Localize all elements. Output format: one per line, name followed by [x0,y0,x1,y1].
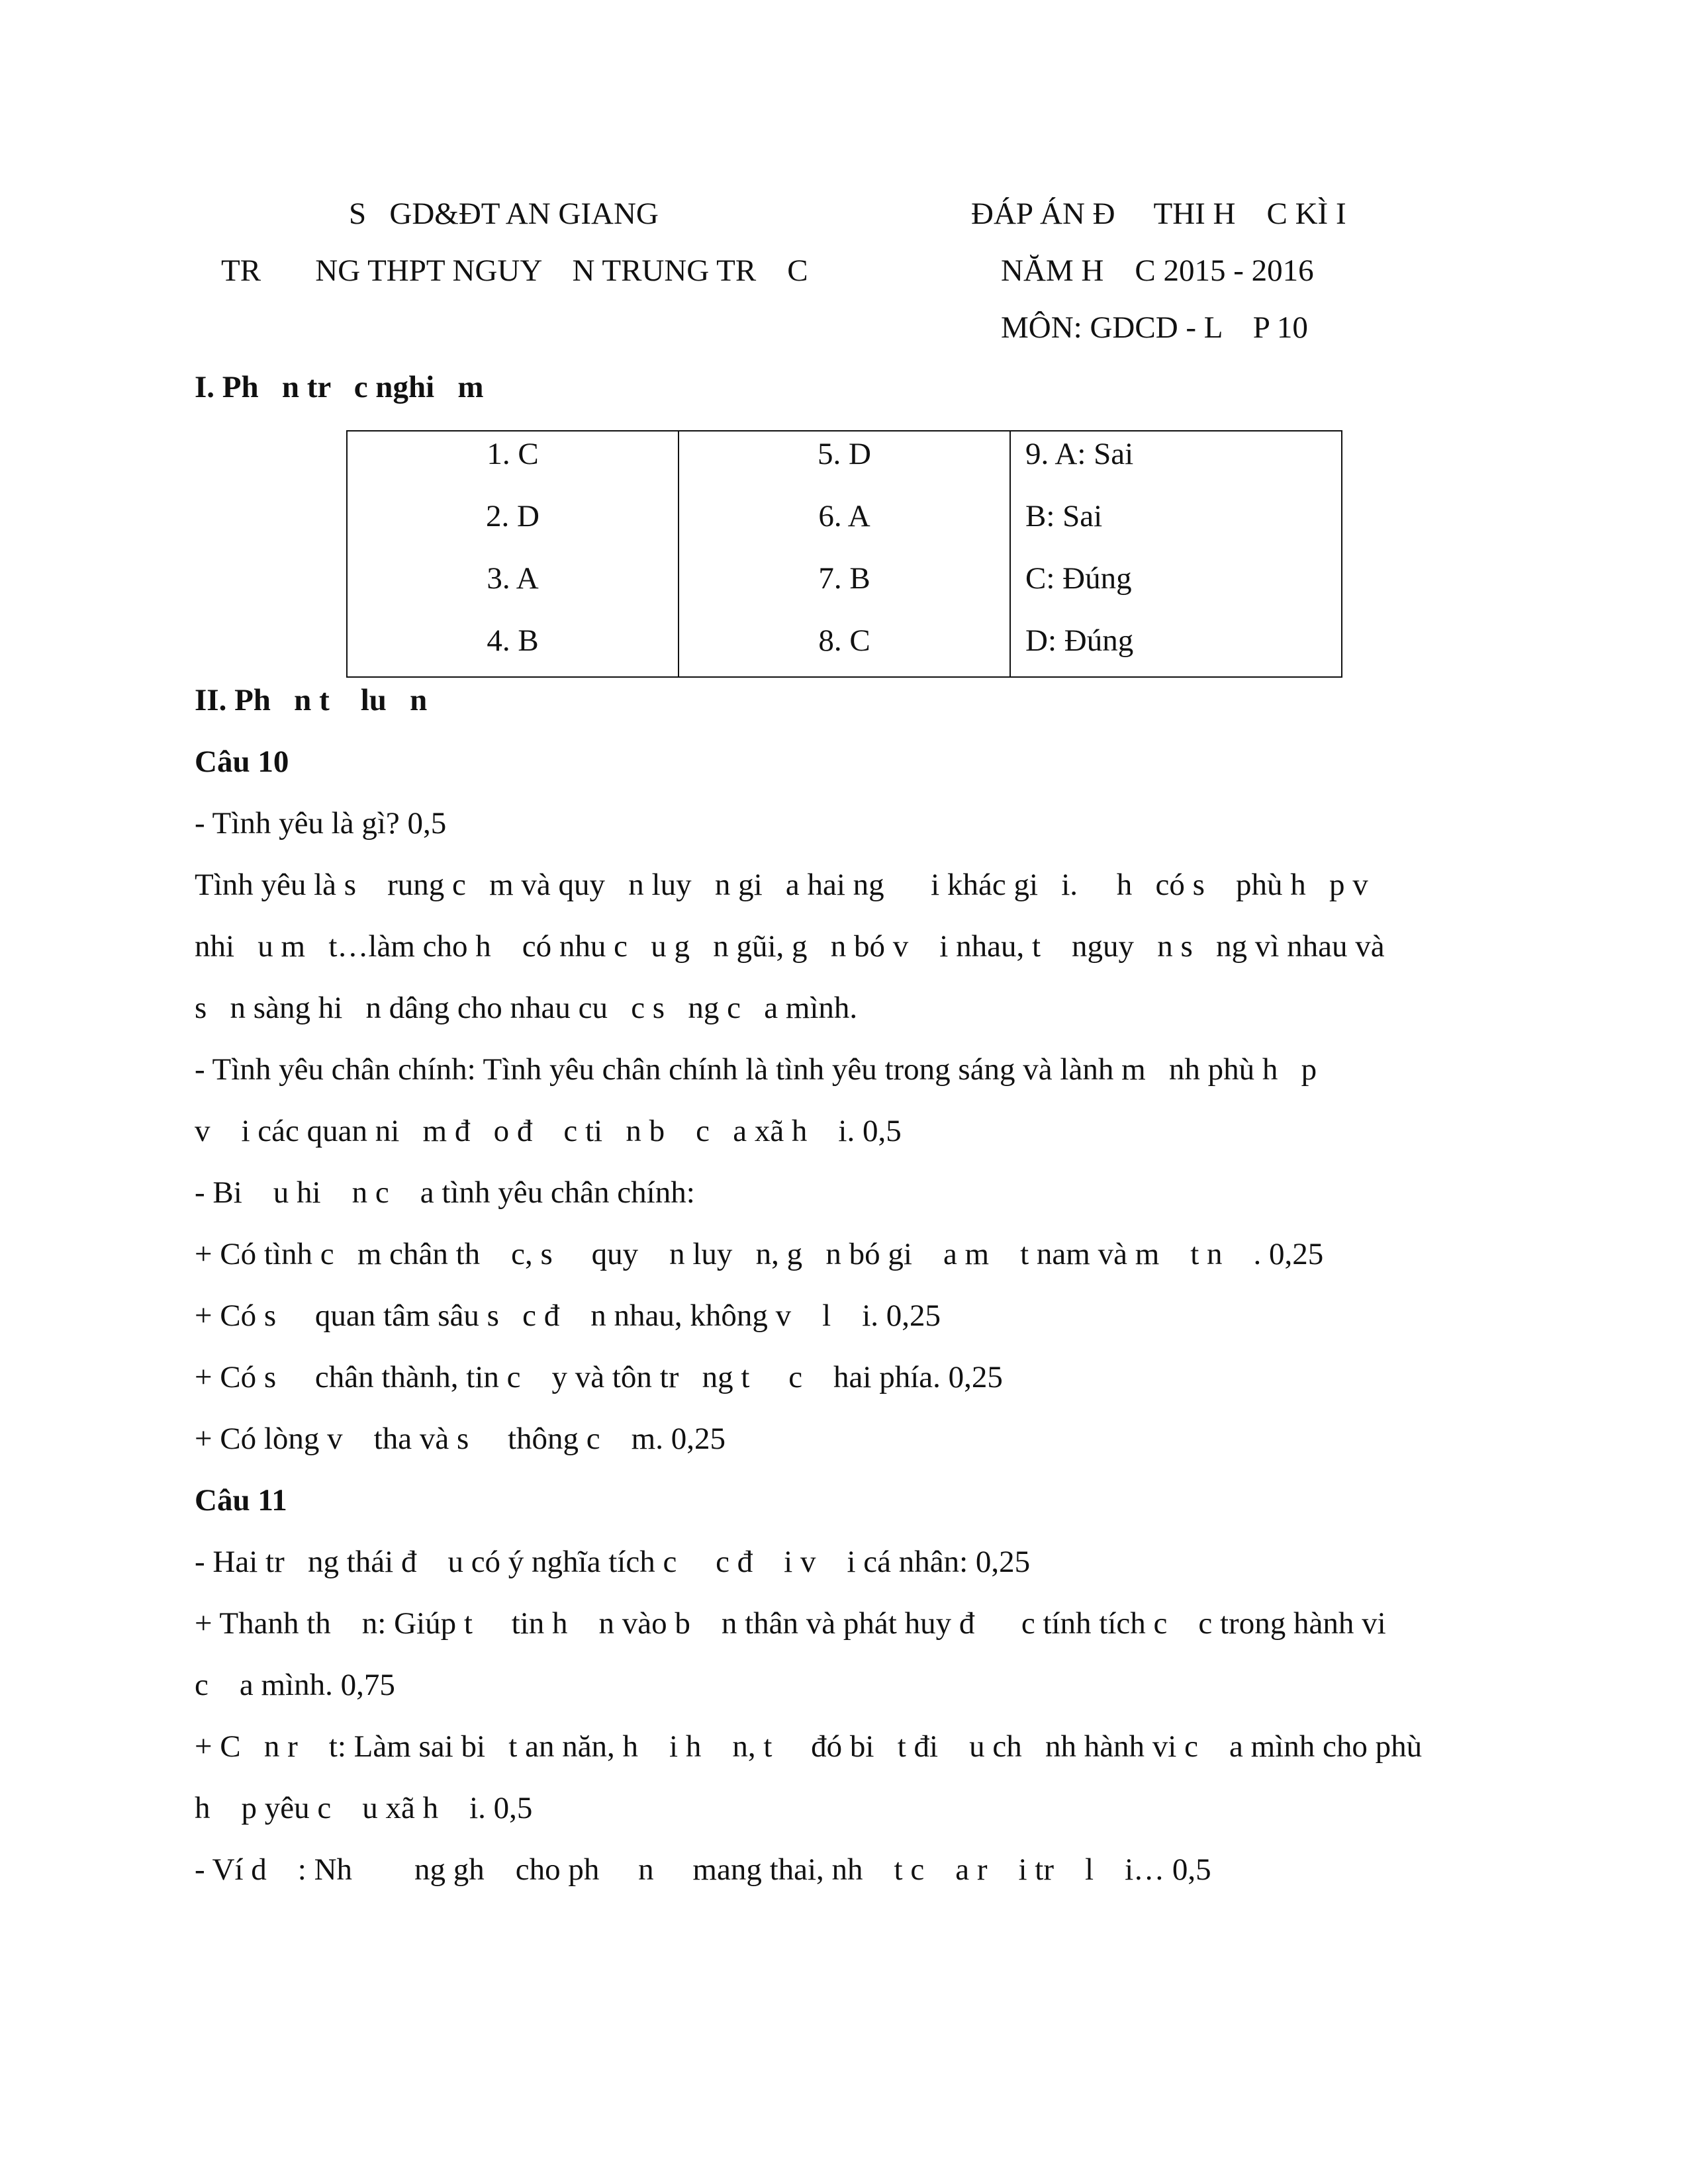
cau10-line: + Có tình c m chân th c, s quy n luy n, g n bó gi a m t nam và m t n . 0,25 [195,1237,1324,1271]
answer-item: 8. C [818,623,870,658]
header-school: TR NG THPT NGUY N TRUNG TR C [221,253,808,288]
cau11-line: + Thanh th n: Giúp t tin h n vào b n thân và phát huy đ c tính tích c c trong hành vi [195,1606,1386,1641]
cau10-line: nhi u m t…làm cho h có nhu c u g n gũi, g n bó v i nhau, t nguy n s ng vì nhau và [195,929,1385,964]
cau10-line: + Có s chân thành, tin c y và tôn tr ng t c hai phía. 0,25 [195,1360,1003,1394]
cau10-line: - Tình yêu là gì? 0,5 [195,806,447,841]
cau11-line: c a mình. 0,75 [195,1668,395,1702]
cau10-line: s n sàng hi n dâng cho nhau cu c s ng c a mình. [195,991,865,1025]
answer-column-3 [1010,431,1342,677]
cau10-line: + Có s quan tâm sâu s c đ n nhau, không v l i. 0,25 [195,1298,941,1333]
cau10-line: v i các quan ni m đ o đ c ti n b c a xã h i. 0,5 [195,1114,902,1148]
answer-item: 9. A: Sai [1025,437,1134,471]
answer-item: 1. C [487,437,539,471]
answer-item: C: Đúng [1025,561,1132,596]
cau11-line: - Hai tr ng thái đ u có ý nghĩa tích c c đ i v i cá nhân: 0,25 [195,1545,1031,1579]
cau10-line: + Có lòng v tha và s thông c m. 0,25 [195,1422,726,1456]
answer-item: D: Đúng [1025,623,1134,658]
section1-title: I. Ph n tr c nghi m [195,370,484,404]
answer-table [346,430,1342,678]
answer-item: B: Sai [1025,499,1103,533]
header-subject: MÔN: GDCD - L P 10 [1001,310,1308,345]
answer-item: 2. D [486,499,539,533]
answer-item: 4. B [487,623,539,658]
cau10-line: Tình yêu là s rung c m và quy n luy n gi a hai ng i khác gi i. h có s phù h p v [195,868,1368,902]
header-doc-title: ĐÁP ÁN Đ THI H C KÌ I [971,197,1346,231]
answer-column-2 [679,431,1010,677]
answer-item: 7. B [818,561,870,596]
cau11-title: Câu 11 [195,1483,287,1518]
section2-title: II. Ph n t lu n [195,683,428,717]
cau11-line: h p yêu c u xã h i. 0,5 [195,1791,533,1825]
answer-item: 5. D [818,437,871,471]
answer-item: 6. A [818,499,870,533]
header-department: S GD&ĐT AN GIANG [349,197,659,231]
header-school-year: NĂM H C 2015 - 2016 [1001,253,1314,288]
cau11-line: - Ví d : Nh ng gh cho ph n mang thai, nh t c a r i tr l i… 0,5 [195,1852,1211,1887]
cau10-line: - Bi u hi n c a tình yêu chân chính: [195,1175,695,1210]
cau10-title: Câu 10 [195,745,289,779]
answer-column-1 [347,431,679,677]
cau10-line: - Tình yêu chân chính: Tình yêu chân chính là tình yêu trong sáng và lành m nh phù h p [195,1052,1317,1087]
answer-item: 3. A [487,561,539,596]
cau11-line: + C n r t: Làm sai bi t an năn, h i h n, t đó bi t đi u ch nh hành vi c a mình cho phù [195,1729,1423,1764]
